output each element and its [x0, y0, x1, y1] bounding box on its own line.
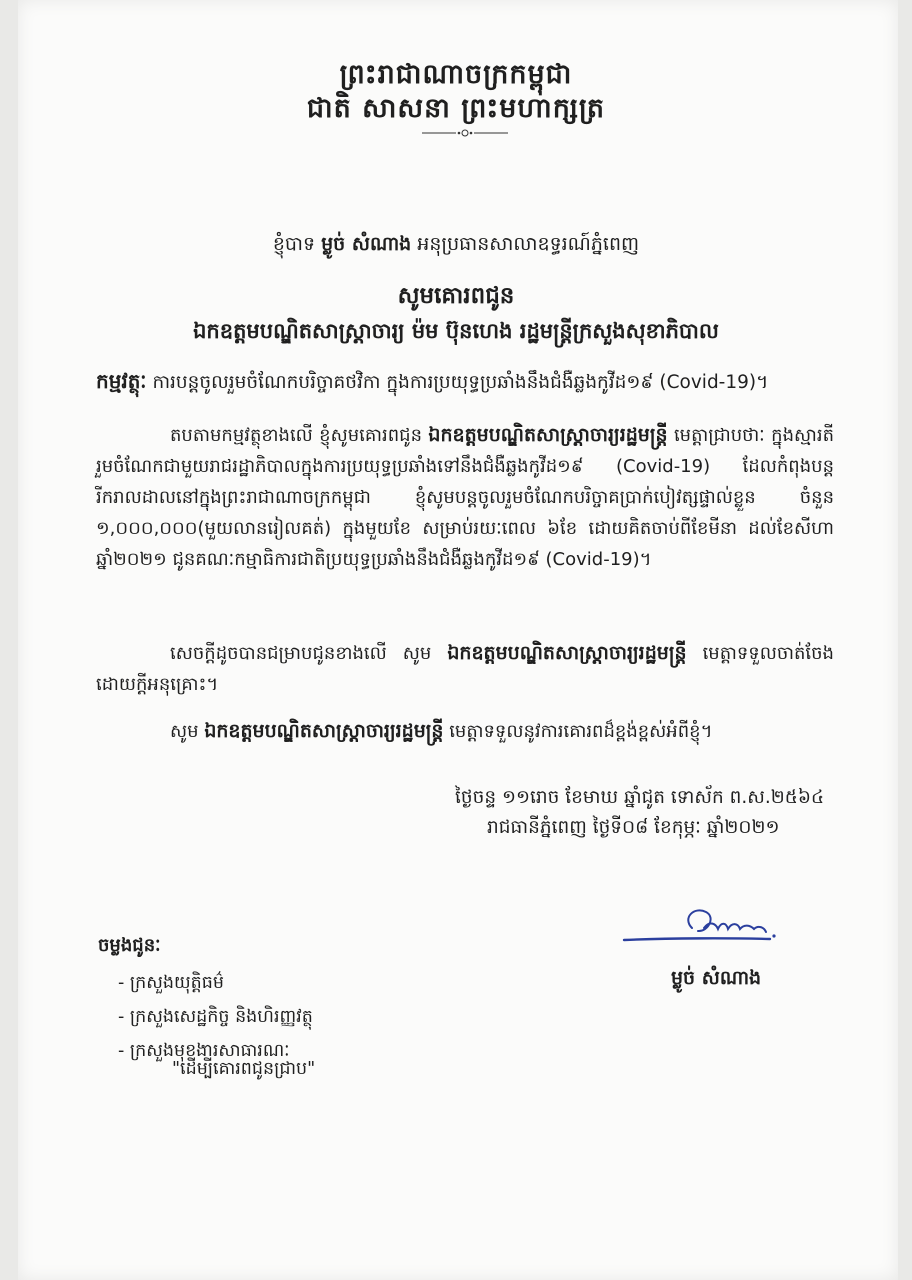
cc-note: "ដើម្បីគោរពជូនជ្រាប"	[172, 1059, 316, 1079]
cc-heading: ចម្លងជូនៈ	[98, 935, 161, 956]
kingdom-heading: ព្រះរាជាណាចក្រកម្ពុជា	[339, 59, 573, 90]
sender-line	[0, 232, 912, 260]
solar-date: រាជធានីភ្នំពេញ ថ្ងៃទី០៨ ខែកុម្ភៈ ឆ្នាំ២០២១	[487, 817, 780, 838]
subject-label: កម្មវត្ថុៈ	[96, 369, 147, 393]
p3-intro: សូម	[170, 721, 199, 742]
sender-title: អនុប្រធានសាលាឧទ្ធរណ៍ភ្នំពេញ	[417, 233, 640, 255]
p1-intro: តបតាមកម្មវត្ថុខាងលើ ខ្ញុំសូមគោរពជូន	[170, 425, 423, 446]
sender-name: ម្លូច់ សំណាង	[321, 233, 412, 255]
lunar-date: ថ្ងៃចន្ទ ១១រោច ខែមាឃ ឆ្នាំជូត ទោស័ក ព.ស.២៥៦៤	[455, 787, 825, 808]
cc-list	[118, 966, 313, 1068]
sender-prefix: ខ្ញុំបាទ	[272, 233, 316, 255]
salutation: សូមគោរពជូន	[397, 283, 515, 309]
body-paragraph-1	[96, 420, 834, 575]
body-paragraph-2	[96, 638, 834, 700]
p3-content: មេត្តាទទួលនូវការគោរពដ៏ខ្ពង់ខ្ពស់អំពីខ្ញុំ។	[449, 721, 713, 742]
p2-intro: សេចក្ដីដូចបានជម្រាបជូនខាងលើ សូម	[170, 643, 432, 664]
p3-addressee: ឯកឧត្តមបណ្ឌិតសាស្ត្រាចារ្យរដ្ឋមន្ត្រី	[204, 720, 444, 742]
p1-addressee: ឯកឧត្តមបណ្ឌិតសាស្ត្រាចារ្យរដ្ឋមន្ត្រី	[428, 424, 668, 446]
subject-text: ការបន្តចូលរួមចំណែកបរិច្ចាគថវិកា ក្នុងការប្រយុទ្ធប្រឆាំងនឹងជំងឺឆ្លងកូវីដ១៩ (Covid-19)។	[152, 372, 769, 393]
handwritten-signature	[620, 898, 800, 958]
p1-content: មេត្តាជ្រាបថាៈ ក្នុងស្មារតីរួមចំណែកជាមួយរាជរដ្ឋាភិបាលក្នុងការប្រយុទ្ធប្រឆាំងទៅនឹងជំងឺឆ្លងកូវីដ១៩ (Covid-19) ដែលកំពុងបន្តរីករាលដាលនៅក្នុងព្រះរាជាណាចក្រកម្ពុជា ខ្ញុំសូមបន្តចូលរួមចំណែកបរិច្ចាគប្រាក់បៀវត្សផ្ទាល់ខ្លួន ចំនួន ១,០០០,០០០(មួយលានរៀលគត់) ក្នុងមួយខែ សម្រាប់រយៈពេល ៦ខែ ដោយគិតចាប់ពីខែមីនា ដល់ខែសីហា ឆ្នាំ២០២១ ជូនគណៈកម្មាធិការជាតិប្រយុទ្ធប្រឆាំងនឹងជំងឺឆ្លងកូវីដ១៩ (Covid-19)។	[96, 425, 834, 570]
ornament-divider	[420, 128, 510, 138]
national-motto: ជាតិ សាសនា ព្រះមហាក្សត្រ	[306, 93, 606, 124]
p2-content: មេត្តាទទួលចាត់ចែងដោយក្ដីអនុគ្រោះ។	[96, 643, 834, 695]
signer-name: ម្លូច់ សំណាង	[671, 967, 762, 989]
cc-item: - ក្រសួងយុត្តិធម៌	[118, 973, 224, 993]
recipient: ឯកឧត្តមបណ្ឌិតសាស្ត្រាចារ្យ ម៉ម ប៊ុនហេង រដ្ឋមន្ត្រីក្រសួងសុខាភិបាល	[193, 319, 719, 343]
cc-item: - ក្រសួងសេដ្ឋកិច្ច និងហិរញ្ញវត្ថុ	[118, 1007, 313, 1027]
body-paragraph-3	[96, 716, 834, 747]
cc-item: - ក្រសួងមុខងារសាធារណៈ	[118, 1041, 290, 1061]
subject-line	[96, 368, 768, 398]
p2-addressee: ឯកឧត្តមបណ្ឌិតសាស្ត្រាចារ្យរដ្ឋមន្ត្រី	[447, 642, 687, 664]
